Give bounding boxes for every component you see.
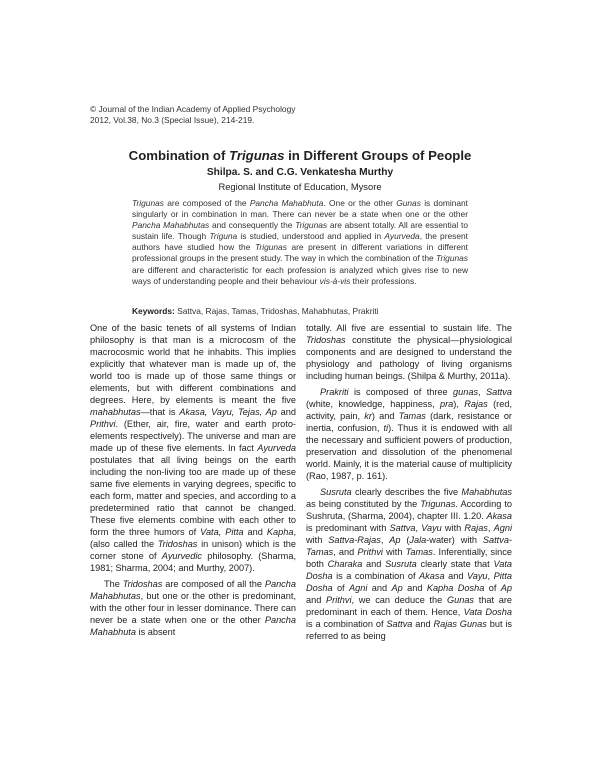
keywords-text: Sattva, Rajas, Tamas, Tridoshas, Mahabhutas, Prakriti (174, 306, 379, 316)
authors: Shilpa. S. and C.G. Venkatesha Murthy (206, 167, 394, 178)
keywords (132, 306, 468, 316)
paragraph: One of the basic tenets of all systems of Indian philosophy is that man is a microcosm of the macrocosmic world that he inhabits. This implies explicitly that whatever man is made up of, the world too is made up of those same things or elements, but with different combinations and degrees. Here, by elements is meant the five mahabhutas—that is Akasa, Vayu, Tejas, Ap and Prithvi. (Ether, air, fire, water and earth proto-elements respectively). The universe and man are made up of these five elements. In fact Ayurveda postulates that all living beings on the earth including the non-living too are made up of these same five elements in varying degrees, specific to each form, matter and species, and according to a predetermined ratio that cannot be changed. These five elements combine with each other to form the three humors of Vata, Pitta and Kapha, (also called the Tridoshas in unison) which is the corner stone of Ayurvedic philosophy. (Sharma, 1981; Sharma, 2004; and Murthy, 2007). (90, 323, 296, 573)
keywords-label: Keywords: (132, 306, 175, 316)
title-suffix: in Different Groups of People (284, 148, 472, 163)
abstract: Trigunas are composed of the Pancha Mahabhuta. One or the other Gunas is dominant singularly or in combination in man. There can never be a state when one or the other Pancha Mahabhutas and consequently the Trigunas are absent totally. All are essential to sustain life. Though Triguna is studied, understood and applied in Ayurveda, the present authors have studied how the Trigunas are present in different variations in different professional groups in the present study. The way in which the combination of the Trigunas are different and characteristic for each profession is analyzed which gives rise to new ways of understanding people and their behaviour vis-à-vis their professions. (132, 198, 469, 286)
body-column-right (306, 322, 512, 642)
title-italic: Trigunas (229, 148, 285, 163)
affiliation: Regional Institute of Education, Mysore (218, 181, 382, 192)
title-prefix: Combination of (128, 148, 230, 163)
journal-line-1: © Journal of the Indian Academy of Applied Psychology (90, 104, 296, 114)
paper-title (0, 148, 600, 163)
journal-line-2: 2012, Vol.38, No.3 (Special Issue), 214-219. (90, 115, 255, 125)
paragraph: Prakriti is composed of three gunas, Sattva (white, knowledge, happiness, pra), Rajas (red, activity, pain, kr) and Tamas (dark, resistance or inertia, confusion, ti). Thus it is endowed with all the necessary and sufficient powers of production, preservation and dissolution of the phenomenal world. Mainly, it is the material cause of multiplicity (Rao, 1987, p. 161). (306, 387, 513, 481)
paragraph: The Tridoshas are composed of all the Pancha Mahabhutas, but one or the other is predominant, with the other four in lesser dominance. There can never be a state when one or the other Pancha Mahabhuta is absent (90, 579, 296, 637)
body-column-left (90, 322, 296, 638)
journal-citation (90, 104, 295, 126)
paragraph: totally. All five are essential to sustain life. The Tridoshas constitute the physical—physiological components and are designed to understand the physiology and pathology of living organisms including human beings. (Shilpa & Murthy, 2011a). (306, 323, 512, 381)
paragraph: Susruta clearly describes the five Mahabhutas as being constituted by the Trigunas. According to Sushruta, (Sharma, 2004), chapter III. 1.20. Akasa is predominant with Sattva, Vayu with Rajas, Agni with Sattva-Rajas, Ap (Jala-water) with Sattva-Tamas, and Prithvi with Tamas. Inferentially, since both Charaka and Susruta clearly state that Vata Dosha is a combination of Akasa and Vayu, Pitta Dosha of Agni and Ap and Kapha Dosha of Ap and Prithvi, we can deduce the Gunas that are predominant in each of them. Hence, Vata Dosha is a combination of Sattva and Rajas Gunas but is referred to as being (306, 487, 512, 641)
